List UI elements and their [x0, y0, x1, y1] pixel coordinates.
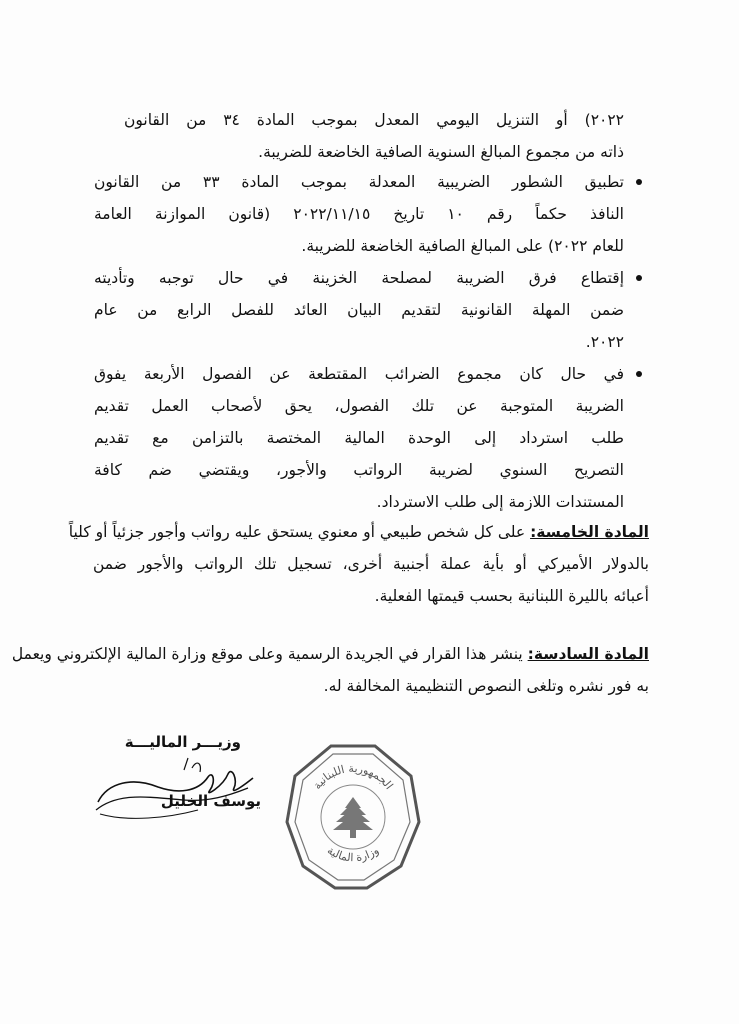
article-5-first-text: على كل شخص طبيعي أو معنوي يستحق عليه رواتب وأجور جزئياً أو كلياً: [68, 523, 531, 541]
bullet-1-line-2: النافذ حكماً رقم ١٠ تاريخ ٢٠٢٢/١١/١٥ (قانون الموازنة العامة: [94, 205, 624, 223]
continuation-paragraph: [124, 104, 624, 168]
continuation-line-2: ذاته من مجموع المبالغ السنوية الصافية الخاضعة للضريبة.: [258, 143, 624, 161]
article-5-line-3: أعبائه بالليرة اللبنانية بحسب قيمتها الفعلية.: [374, 587, 649, 605]
bullet-dot-icon: [636, 371, 642, 377]
bullet-list: [94, 166, 624, 518]
article-6: [11, 638, 649, 702]
ministry-seal-icon: [283, 742, 423, 892]
minister-title: وزيـــر الماليـــة: [124, 733, 241, 751]
article-6-line-2: به فور نشره وتلغى النصوص التنظيمية المخالفة له.: [323, 677, 649, 695]
article-5: [68, 516, 649, 612]
article-5-first-line: [68, 516, 649, 548]
cedar-tree-icon: [333, 797, 373, 838]
bullet-3-line-2: الضريبة المتوجبة عن تلك الفصول، يحق لأصحاب العمل تقديم: [94, 397, 624, 415]
bullet-2-line-2: ضمن المهلة القانونية لتقديم البيان العائد للفصل الرابع من عام: [94, 301, 624, 319]
bullet-dot-icon: [636, 275, 642, 281]
bullet-item-1: [94, 166, 624, 262]
bullet-2-line-3: ٢٠٢٢.: [585, 333, 624, 351]
svg-text:وزارة المالية: [325, 844, 381, 864]
bullet-3-line-1: في حال كان مجموع الضرائب المقتطعة عن الفصول الأربعة يفوق: [94, 365, 624, 383]
bullet-3-line-5: المستندات اللازمة إلى طلب الاسترداد.: [376, 493, 624, 511]
article-6-first-line: [11, 638, 649, 670]
article-5-title: المادة الخامسة:: [530, 523, 649, 541]
bullet-1-line-1: تطبيق الشطور الضريبية المعدلة بموجب المادة ٣٣ من القانون: [94, 173, 624, 191]
svg-text:الجمهورية اللبنانية: [311, 762, 396, 792]
article-6-title: المادة السادسة:: [527, 645, 649, 663]
minister-name: يوسف الخليل: [160, 792, 261, 810]
seal-bottom-text: وزارة المالية: [324, 843, 382, 865]
bullet-item-2: [94, 262, 624, 358]
bullet-item-3: [94, 358, 624, 518]
article-5-line-2: بالدولار الأميركي أو بأية عملة أجنبية أخرى، تسجيل تلك الرواتب والأجور ضمن: [93, 555, 649, 573]
bullet-3-line-3: طلب استرداد إلى الوحدة المالية المختصة بالتزامن مع تقديم: [94, 429, 624, 447]
bullet-1-line-3: للعام ٢٠٢٢) على المبالغ الصافية الخاضعة للضريبة.: [301, 237, 624, 255]
bullet-dot-icon: [636, 179, 642, 185]
bullet-3-line-4: التصريح السنوي لضريبة الرواتب والأجور، ويقتضي ضم كافة: [94, 461, 624, 479]
seal-top-text: الجمهورية اللبنانية: [310, 761, 396, 792]
bullet-2-line-1: إقتطاع فرق الضريبة لمصلحة الخزينة في حال توجبه وتأديته: [94, 269, 624, 287]
continuation-line-1: ٢٠٢٢) أو التنزيل اليومي المعدل بموجب المادة ٣٤ من القانون: [124, 111, 624, 129]
article-6-first-text: ينشر هذا القرار في الجريدة الرسمية وعلى موقع وزارة المالية الإلكتروني ويعمل: [11, 645, 528, 663]
